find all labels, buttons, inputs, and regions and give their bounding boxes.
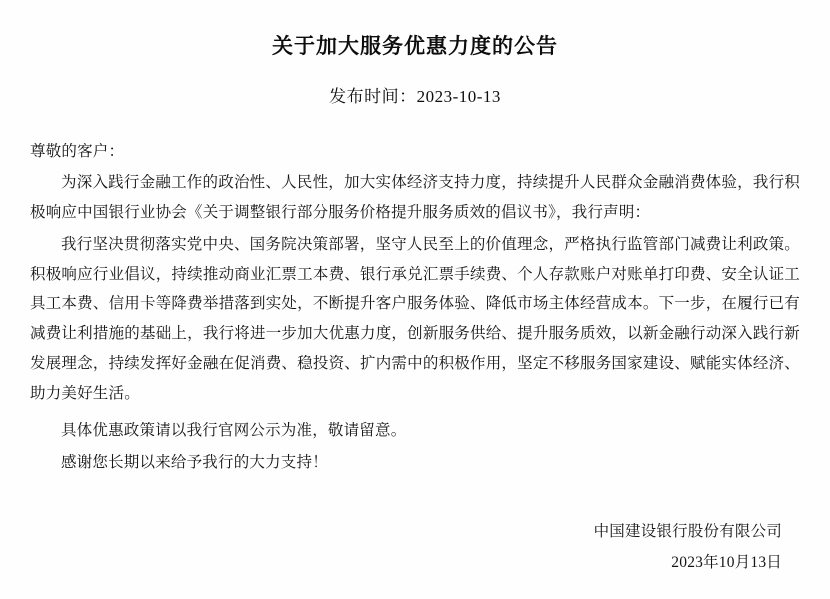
publish-date: 发布时间：2023-10-13 <box>329 87 501 106</box>
paragraph-4: 感谢您长期以来给予我行的大力支持！ <box>61 454 328 472</box>
page-title: 关于加大服务优惠力度的公告 <box>272 34 558 58</box>
paragraph-3: 具体优惠政策请以我行官网公示为准，敬请留意。 <box>61 422 407 440</box>
document-body <box>30 137 800 478</box>
signature-block <box>30 516 800 578</box>
signature-date: 2023年10月13日 <box>671 553 782 571</box>
paragraph-2: 我行坚决贯彻落实党中央、国务院决策部署，坚守人民至上的价值理念，严格执行监管部门减费让利政策。积极响应行业倡议，持续推动商业汇票工本费、银行承兑汇票手续费、个人存款账户对账单打印费、安全认证工具工本费、信用卡等降费举措落到实处，不断提升客户服务体验、降低市场主体经营成本。下一步，在履行已有减费让利措施的基础上，我行将进一步加大优惠力度，创新服务供给、提升服务质效，以新金融行动深入践行新发展理念，持续发挥好金融在促消费、稳投资、扩内需中的积极作用，坚定不移服务国家建设、赋能实体经济、助力美好生活。 <box>30 235 800 402</box>
paragraph-1: 为深入践行金融工作的政治性、人民性，加大实体经济支持力度，持续提升人民群众金融消费体验，我行积极响应中国银行业协会《关于调整银行部分服务价格提升服务质效的倡议书》，我行声明： <box>30 174 800 222</box>
salutation: 尊敬的客户： <box>30 143 125 160</box>
signature-organization: 中国建设银行股份有限公司 <box>593 522 782 540</box>
